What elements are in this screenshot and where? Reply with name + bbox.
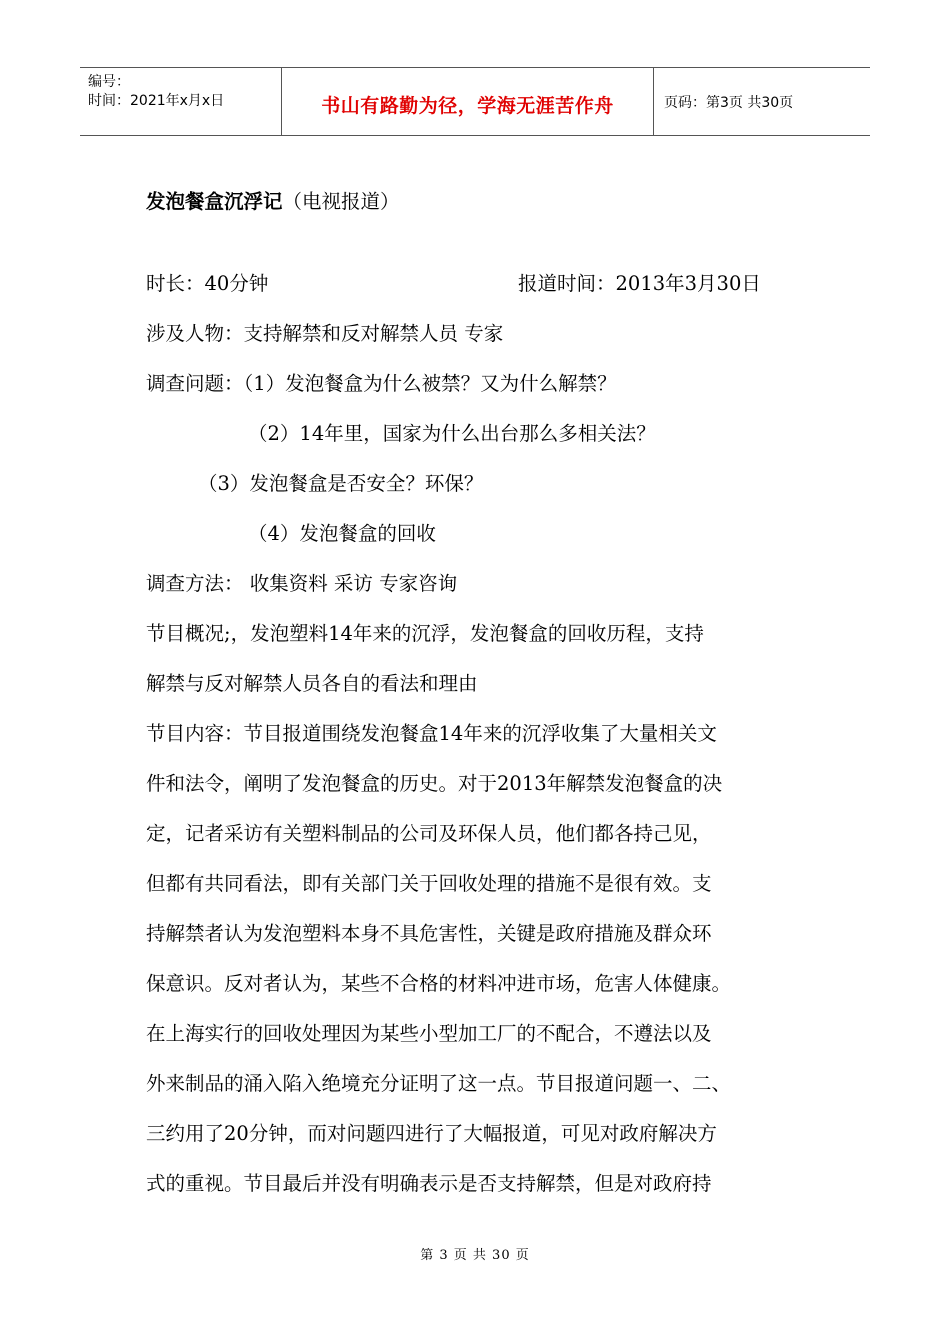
- report-time: 报道时间：2013年3月30日: [518, 272, 761, 295]
- content-line: 三约用了20分钟，而对问题四进行了大幅报道，可见对政府解决方: [146, 1122, 717, 1145]
- duration: 时长：40分钟: [146, 272, 269, 295]
- people: 涉及人物：支持解禁和反对解禁人员 专家: [146, 322, 504, 345]
- question-4: （4）发泡餐盒的回收: [248, 522, 436, 545]
- method: 调查方法： 收集资料 采访 专家咨询: [146, 572, 458, 595]
- header-motto-cell: [282, 68, 654, 135]
- number-label: 编号：: [88, 74, 130, 90]
- content-line: 件和法令，阐明了发泡餐盒的历史。对于2013年解禁发泡餐盒的决: [146, 772, 723, 795]
- header-table: [80, 67, 870, 136]
- page-info: 页码：第3页 共30页: [664, 94, 794, 111]
- overview-line-1: 节目概况;，发泡塑料14年来的沉浮，发泡餐盒的回收历程，支持: [146, 622, 704, 645]
- content-line: 持解禁者认为发泡塑料本身不具危害性，关键是政府措施及群众环: [146, 922, 712, 945]
- motto-text: 书山有路勤为径，学海无涯苦作舟: [321, 95, 614, 117]
- time-label: 时间：2021年x月x日: [88, 93, 225, 109]
- document-subtitle: （电视报道）: [282, 190, 400, 213]
- question-1: 调查问题：（1）发泡餐盒为什么被禁？又为什么解禁？: [146, 372, 617, 395]
- page-footer: 第 3 页 共 30 页: [420, 1248, 530, 1263]
- header-page-cell: [654, 68, 870, 135]
- header-meta-cell: [80, 68, 282, 135]
- document-title-line: [146, 188, 400, 216]
- question-2: （2）14年里，国家为什么出台那么多相关法？: [248, 422, 656, 445]
- content-line: 在上海实行的回收处理因为某些小型加工厂的不配合，不遵法以及: [146, 1022, 712, 1045]
- content-line: 式的重视。节目最后并没有明确表示是否支持解禁，但是对政府持: [146, 1172, 712, 1195]
- question-3: （3）发泡餐盒是否安全？环保？: [198, 472, 484, 495]
- content-line: 定，记者采访有关塑料制品的公司及环保人员，他们都各持己见，: [146, 822, 712, 845]
- document-title: 发泡餐盒沉浮记: [146, 190, 283, 213]
- content-line: 保意识。反对者认为，某些不合格的材料冲进市场，危害人体健康。: [146, 972, 732, 995]
- overview-line-2: 解禁与反对解禁人员各自的看法和理由: [146, 672, 478, 695]
- content-line: 节目内容：节目报道围绕发泡餐盒14年来的沉浮收集了大量相关文: [146, 722, 717, 745]
- content-line: 但都有共同看法，即有关部门关于回收处理的措施不是很有效。支: [146, 872, 712, 895]
- content-line: 外来制品的涌入陷入绝境充分证明了这一点。节目报道问题一、二、: [146, 1072, 732, 1095]
